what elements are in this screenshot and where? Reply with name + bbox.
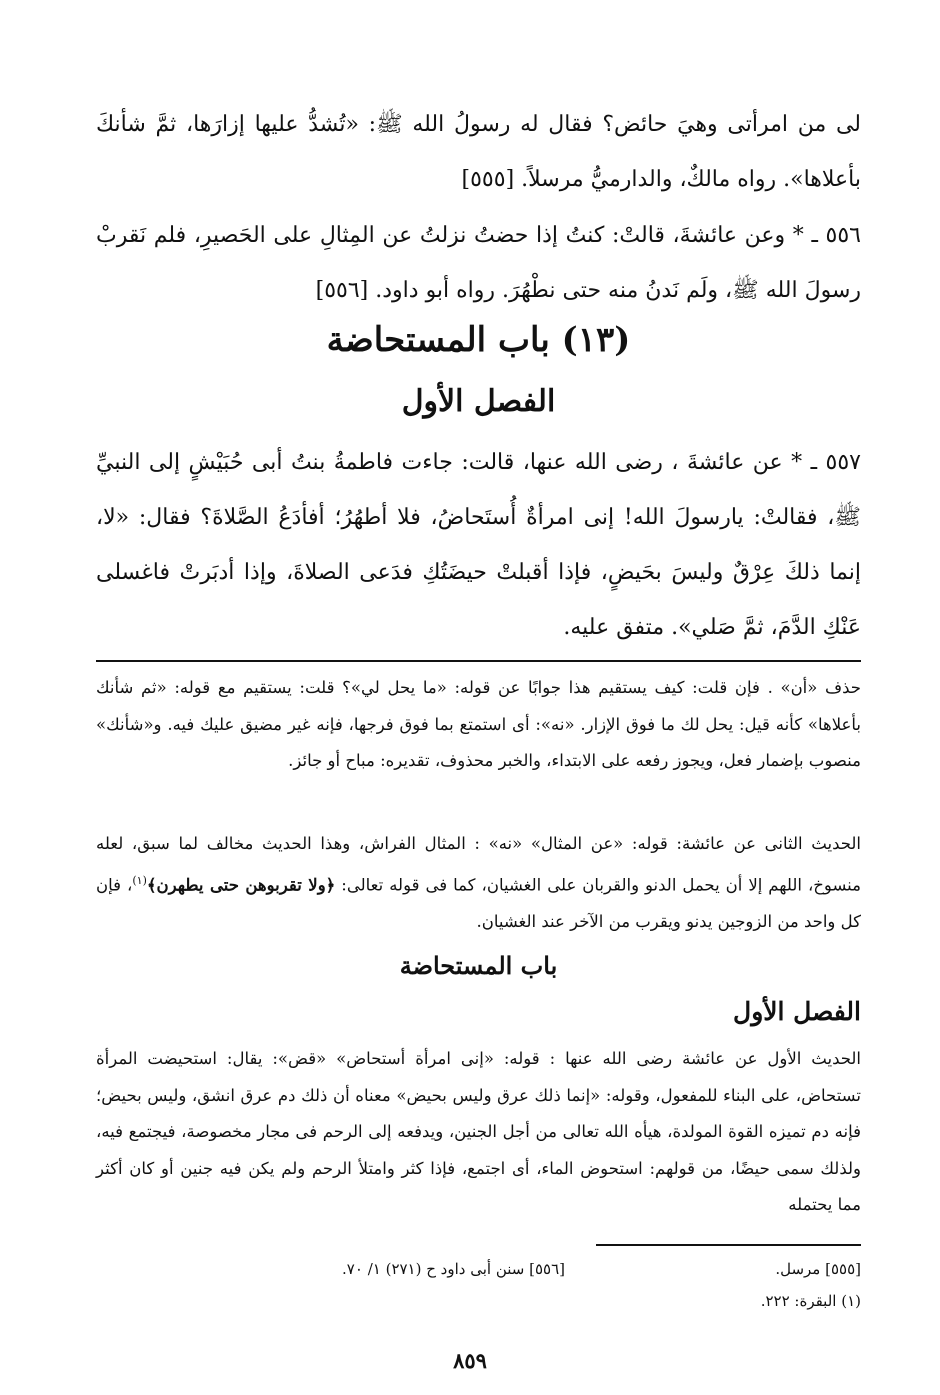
section-title: الفصل الأول (401, 384, 556, 419)
commentary-paragraph-2 (96, 826, 861, 940)
footnote-555: [٥٥٥] مرسل. (775, 1260, 861, 1278)
commentary-paragraph-3: الحديث الأول عن عائشة رضى الله عنها : قوله: «إنى امرأة أستحاض» «قض»: يقال: استحيضت المرأة تستحاض، على البناء للمفعول، وقوله: «إنما ذلك عرق وليس بحيض» معناه أن ذلك دم عرق انشق، وليس بحيض؛ فإنه دم تميزه القوة المولدة، هيأه الله تعالى من أجل الجنين، ويدفعه إلى الرحم فى مجار مخصوصة، فيجتمع فيه، ولذلك سمى حيضًا، من قولهم: استحوض الماء، أى اجتمع، فإذا كثر وامتلأ الرحم ولم يكن فيه جنين أو كان أكثر مما يحتمله (96, 1049, 861, 1214)
paragraph-557: ٥٥٧ ـ * عن عائشةَ ، رضى الله عنها، قالت: جاءت فاطمةُ بنتُ أبى حُبَيْشٍ إلى النبيِّ ﷺ، فقالتْ: يارسولَ الله! إنى امرأةٌ أُستَحاضُ، فلا أطهُرُ؛ أفأدَعُ الصَّلاةَ؟ فقال: «لا، إنما ذلكَ عِرْقٌ وليسَ بحَيضٍ، فإذا أقبلتْ حيضَتُكِ فدَعى الصلاةَ، وإذا أدبَرتْ فاغسلى عَنْكِ الدَّمَ، ثمَّ صَلي». متفق عليه. (96, 450, 861, 640)
chapter-title: (١٣) باب المستحاضة (326, 320, 631, 360)
footnote-1: (١) البقرة: ٢٢٢. (760, 1292, 861, 1310)
footnote-divider (596, 1244, 861, 1246)
hadith-556 (96, 208, 861, 318)
commentary-block-3 (96, 1041, 861, 1224)
hadith-555-continuation (96, 97, 861, 207)
quran-verse: ﴿ولا تقربوهن حتى يطهرن﴾ (146, 875, 336, 894)
commentary-paragraph-1: حذف «أن» . فإن قلت: كيف يستقيم هذا جوابًا عن قوله: «ما يحل لي»؟ قلت: يستقيم مع قوله: «ثم شأنك بأعلاها» كأنه قيل: يحل لك ما فوق الإزار. «نه»: أى استمتع بما فوق فرجها، فإنه غير مضيق عليك فيه. و«شأنك» منصوب بإضمار فعل، ويجوز رفعه على الابتداء، والخبر محذوف، تقديره: مباح أو جائز. (96, 678, 861, 770)
commentary-block-2 (96, 826, 861, 940)
commentary-subheading: الفصل الأول (733, 997, 861, 1026)
commentary-paragraph-2-end: ، فإن كل واحد من الزوجين يدنو ويقرب من الآخر عند الغشيان. (96, 875, 861, 931)
commentary-divider (96, 660, 861, 662)
page-number: ٨٥٩ (453, 1348, 487, 1373)
footnote-marker: (١) (132, 873, 147, 887)
footnote-556: [٥٥٦] سنن أبى داود ح (٢٧١) ١/ ٧٠. (342, 1260, 565, 1278)
commentary-block-1 (96, 670, 861, 780)
hadith-557 (96, 435, 861, 655)
commentary-paragraph-2-text: الحديث الثانى عن عائشة: قوله: «عن المثال» «نه» : المثال الفراش، وهذا الحديث مخالف لما سبق، لعله منسوخ، اللهم إلا أن يحمل الدنو والقربان على الغشيان، كما فى قوله تعالى: (96, 834, 861, 894)
paragraph-556: ٥٥٦ ـ * وعن عائشةَ، قالتْ: كنتُ إذا حضتُ نزلتُ عن المِثالِ على الحَصيرِ، فلم نَقربْ رسولَ الله ﷺ، ولَم نَدنُ منه حتى نطْهُرَ. رواه أبو داود. [٥٥٦] (96, 223, 861, 303)
paragraph-555: لى من امرأتى وهيَ حائض؟ فقال له رسولُ الله ﷺ: «تُشدُّ عليها إزارَها، ثمَّ شأنكَ بأعلاها». رواه مالكٌ، والدارميُّ مرسلاً. [٥٥٥] (96, 112, 861, 192)
commentary-heading: باب المستحاضة (399, 951, 558, 980)
